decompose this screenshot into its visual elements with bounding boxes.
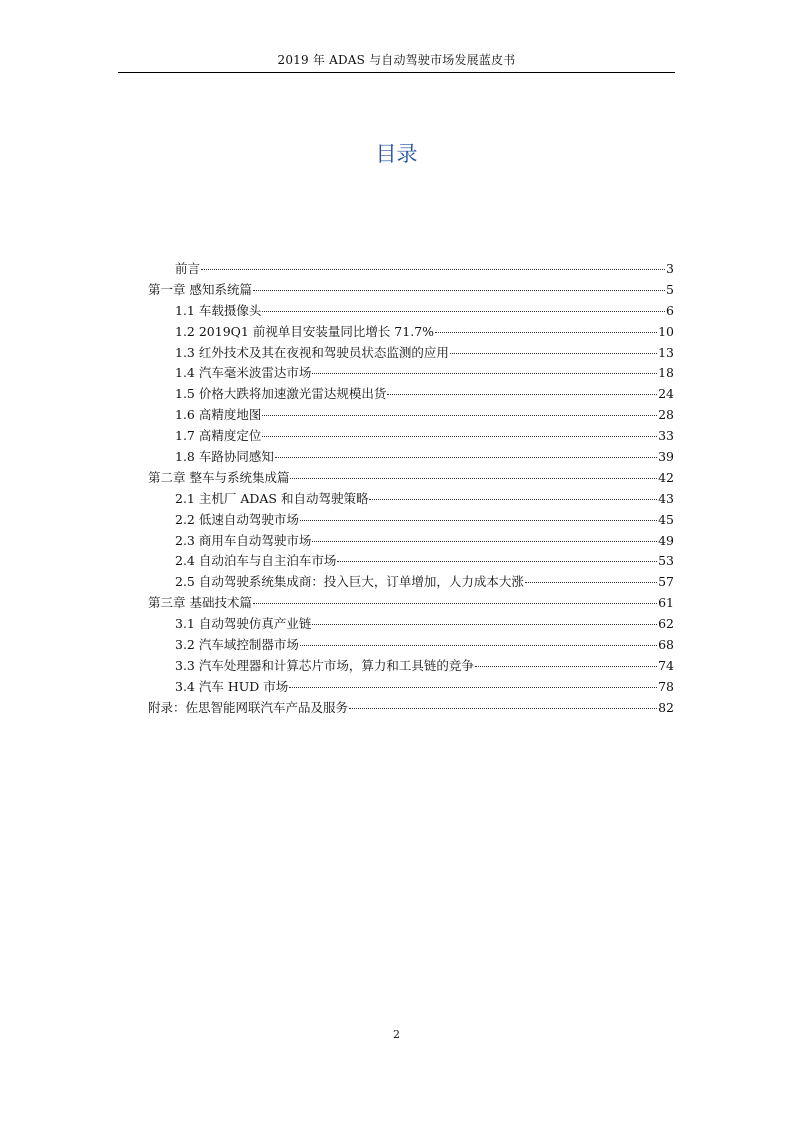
toc-entry-page: 3: [666, 261, 674, 276]
toc-entry-page: 33: [658, 428, 674, 444]
dot-leader: [450, 353, 657, 354]
dot-leader: [435, 332, 657, 333]
toc-entry-page: 18: [658, 365, 674, 381]
toc-entry-label: 1.7 高精度定位: [175, 428, 262, 444]
toc-entry[interactable]: [148, 677, 674, 698]
toc-entry[interactable]: [148, 510, 674, 531]
dot-leader: [262, 311, 665, 312]
toc-entry[interactable]: [148, 343, 674, 364]
dot-leader: [475, 666, 657, 667]
dot-leader: [349, 708, 657, 709]
toc-entry-page: 13: [658, 344, 674, 360]
toc-entry[interactable]: [148, 489, 674, 510]
dot-leader: [525, 582, 657, 583]
toc-entry-page: 61: [658, 595, 674, 611]
toc-entry-page: 82: [658, 699, 674, 715]
dot-leader: [290, 478, 657, 479]
toc-entry[interactable]: [148, 656, 674, 677]
toc-entry-page: 53: [658, 553, 674, 569]
dot-leader: [337, 561, 657, 562]
toc-entry[interactable]: [148, 301, 674, 322]
toc-entry-page: 6: [666, 302, 674, 318]
toc-entry-label: 1.6 高精度地图: [175, 407, 262, 423]
toc-entry-label: 1.5 价格大跌将加速激光雷达规模出货: [175, 386, 387, 402]
page-number: 2: [393, 1028, 400, 1041]
toc-entry-label: 2.1 主机厂 ADAS 和自动驾驶策略: [175, 490, 369, 506]
toc-entry-page: 43: [658, 490, 674, 506]
toc-entry-label: 3.1 自动驾驶仿真产业链: [175, 616, 312, 632]
dot-leader: [369, 499, 657, 500]
toc-entry[interactable]: [148, 405, 674, 426]
toc-entry-page: 57: [658, 574, 674, 590]
toc-entry-page: 28: [658, 407, 674, 423]
dot-leader: [312, 624, 657, 625]
toc-entry-label: 前言: [175, 261, 201, 276]
toc-entry-label: 第二章 整车与系统集成篇: [148, 469, 290, 485]
toc-entry-page: 45: [658, 511, 674, 527]
toc-entry-label: 1.3 红外技术及其在夜视和驾驶员状态监测的应用: [175, 344, 449, 360]
dot-leader: [300, 645, 657, 646]
toc-entry-page: 62: [658, 616, 674, 632]
dot-leader: [253, 603, 657, 604]
toc-entry-page: 74: [658, 657, 674, 673]
toc-entry-label: 3.4 汽车 HUD 市场: [175, 678, 289, 694]
toc-entry[interactable]: [148, 384, 674, 405]
toc-entry[interactable]: [148, 447, 674, 468]
dot-leader: [262, 436, 657, 437]
toc-entry[interactable]: [148, 280, 674, 301]
toc-entry-label: 3.2 汽车域控制器市场: [175, 637, 299, 653]
toc-entry[interactable]: [148, 593, 674, 614]
toc-entry[interactable]: [148, 426, 674, 447]
running-header: 2019 年 ADAS 与自动驾驶市场发展蓝皮书: [277, 53, 516, 67]
toc-entry-label: 2.4 自动泊车与自主泊车市场: [175, 553, 337, 569]
toc-entry-label: 1.8 车路协同感知: [175, 449, 274, 465]
toc-entry[interactable]: [148, 551, 674, 572]
toc-entry-label: 2.3 商用车自动驾驶市场: [175, 532, 312, 548]
dot-leader: [387, 394, 657, 395]
toc-entry-label: 2.5 自动驾驶系统集成商：投入巨大，订单增加，人力成本大涨: [175, 574, 524, 590]
toc-entry-page: 24: [658, 386, 674, 402]
toc-entry-label: 3.3 汽车处理器和计算芯片市场，算力和工具链的竞争: [175, 657, 474, 673]
toc-entry[interactable]: [148, 614, 674, 635]
toc-entry[interactable]: [148, 468, 674, 489]
toc-entry-page: 42: [658, 469, 674, 485]
toc-entry[interactable]: [148, 322, 674, 343]
dot-leader: [201, 269, 665, 270]
dot-leader: [253, 290, 665, 291]
toc-entry-label: 2.2 低速自动驾驶市场: [175, 511, 299, 527]
toc-entry-page: 5: [666, 281, 674, 297]
toc-entry[interactable]: [148, 531, 674, 552]
dot-leader: [262, 415, 657, 416]
toc-entry-label: 1.1 车载摄像头: [175, 302, 262, 318]
dot-leader: [312, 541, 657, 542]
header-divider: [118, 72, 675, 73]
toc-entry-label: 第三章 基础技术篇: [148, 595, 252, 611]
dot-leader: [275, 457, 657, 458]
toc-entry-label: 1.2 2019Q1 前视单目安装量同比增长 71.7%: [175, 323, 435, 339]
toc-entry-label: 第一章 感知系统篇: [148, 281, 252, 297]
toc-title: 目录: [375, 142, 418, 166]
toc-entry[interactable]: [148, 259, 674, 280]
toc-entry-page: 68: [658, 637, 674, 653]
toc-entry-label: 1.4 汽车毫米波雷达市场: [175, 365, 312, 381]
toc-entry-page: 39: [658, 449, 674, 465]
table-of-contents: [148, 259, 674, 719]
toc-entry-label: 附录：佐思智能网联汽车产品及服务: [148, 699, 349, 715]
toc-entry[interactable]: [148, 363, 674, 384]
toc-entry[interactable]: [148, 698, 674, 719]
dot-leader: [312, 373, 657, 374]
dot-leader: [289, 687, 657, 688]
toc-entry-page: 49: [658, 532, 674, 548]
toc-entry-page: 10: [658, 323, 674, 339]
toc-entry-page: 78: [658, 678, 674, 694]
toc-entry[interactable]: [148, 572, 674, 593]
dot-leader: [300, 520, 657, 521]
toc-entry[interactable]: [148, 635, 674, 656]
